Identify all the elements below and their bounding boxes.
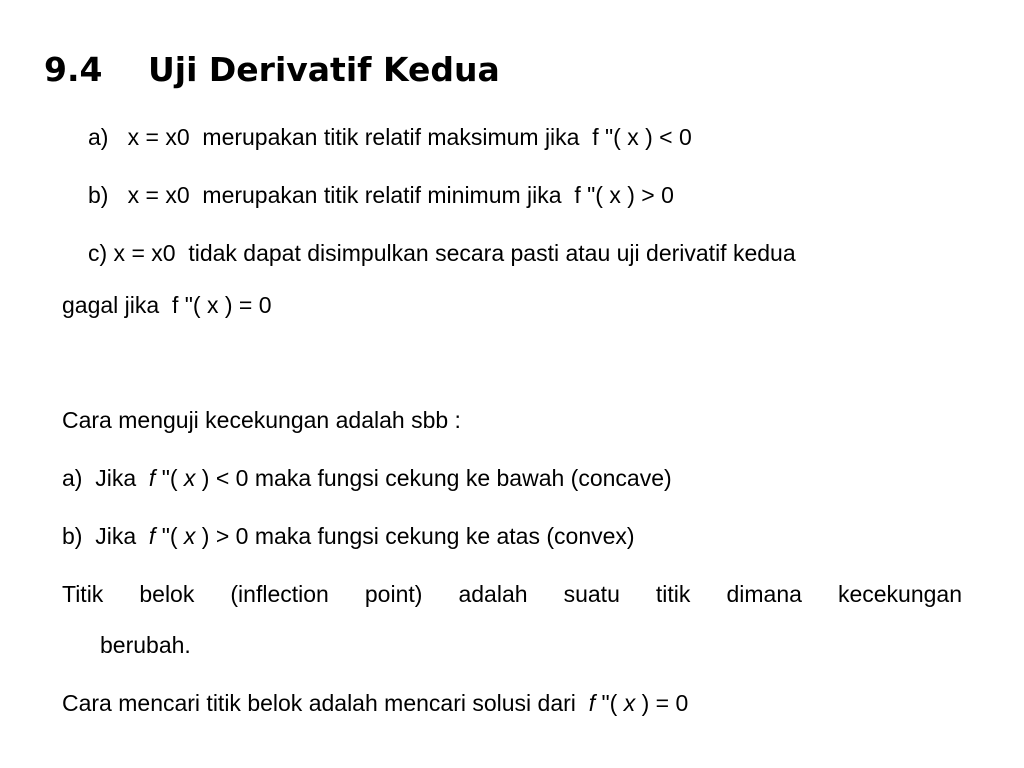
- rule-c-inconclusive-line1: c) x = x0 tidak dapat disimpulkan secara pasti atau uji derivatif kedua: [88, 240, 796, 266]
- inflection-method-mid: "(: [595, 690, 624, 716]
- concavity-b-mid: "(: [155, 523, 184, 549]
- rule-c-inconclusive-line2: gagal jika f "( x ) = 0: [62, 292, 272, 318]
- rule-b-minimum: b) x = x0 merupakan titik relatif minimum jika f "( x ) > 0: [88, 182, 674, 208]
- concavity-a-x: x: [183, 465, 196, 491]
- section-number: 9.4: [44, 50, 103, 89]
- inflection-definition-line1: Titik belok (inflection point) adalah suatu titik dimana kecekungan: [62, 581, 962, 607]
- concavity-a-prefix: a) Jika: [62, 465, 149, 491]
- inflection-definition-line2: berubah.: [100, 632, 191, 658]
- inflection-method-suffix: ) = 0: [635, 690, 689, 716]
- inflection-method: [62, 687, 688, 719]
- section-title-text: Uji Derivatif Kedua: [148, 50, 500, 89]
- concavity-rule-a: [62, 462, 672, 494]
- concavity-b-suffix: ) > 0 maka fungsi cekung ke atas (convex): [195, 523, 635, 549]
- slide-title: [44, 48, 500, 92]
- concavity-a-mid: "(: [155, 465, 184, 491]
- concavity-b-prefix: b) Jika: [62, 523, 149, 549]
- inflection-method-prefix: Cara mencari titik belok adalah mencari solusi dari: [62, 690, 589, 716]
- concavity-b-f: f: [148, 523, 156, 549]
- concavity-a-suffix: ) < 0 maka fungsi cekung ke bawah (concave): [195, 465, 672, 491]
- concavity-rule-b: [62, 520, 635, 552]
- concavity-a-f: f: [148, 465, 156, 491]
- inflection-method-x: x: [623, 690, 636, 716]
- concavity-intro: Cara menguji kecekungan adalah sbb :: [62, 407, 461, 433]
- concavity-b-x: x: [183, 523, 196, 549]
- inflection-method-f: f: [588, 690, 596, 716]
- rule-a-maximum: a) x = x0 merupakan titik relatif maksimum jika f "( x ) < 0: [88, 124, 692, 150]
